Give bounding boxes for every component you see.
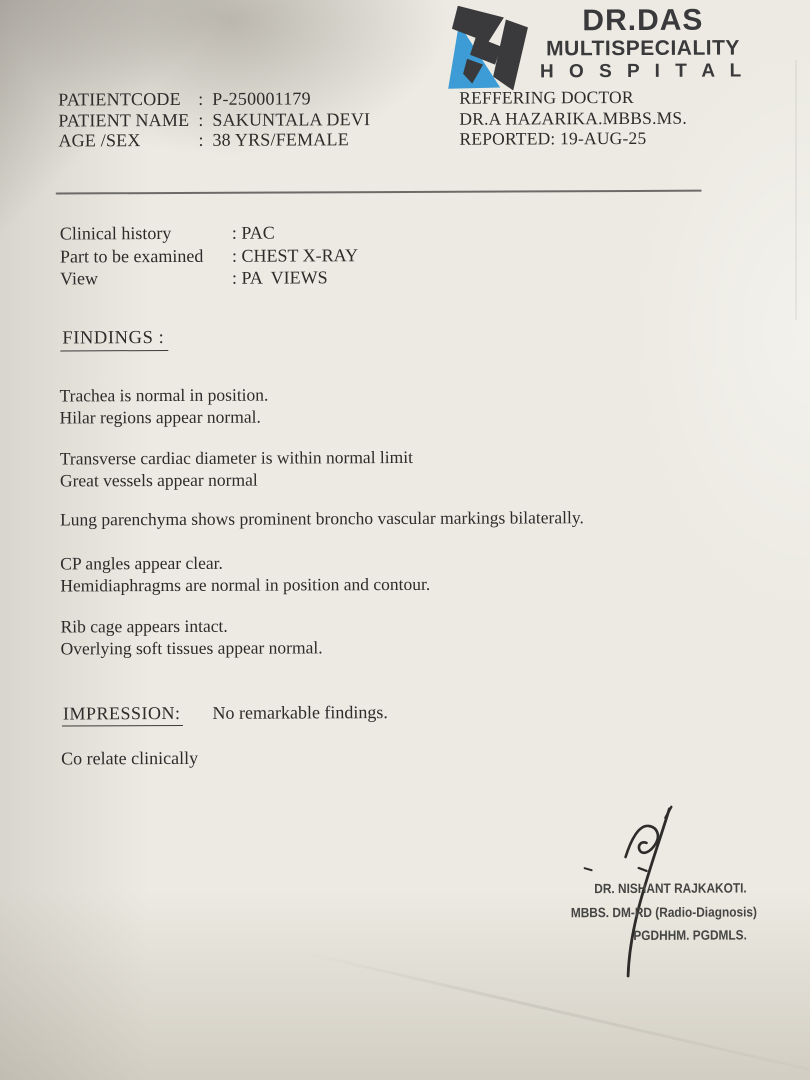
age-sex-label: AGE /SEX <box>58 130 141 151</box>
referring-doctor-label: REFFERING DOCTOR <box>459 86 634 108</box>
patient-info-block <box>58 88 370 151</box>
patient-name-row <box>58 109 370 131</box>
hospital-logo-icon <box>442 1 534 93</box>
finding-line: Hilar regions appear normal. <box>59 406 261 428</box>
colon-separator: : <box>198 109 204 130</box>
doctor-stamp-block <box>570 876 757 947</box>
hospital-subtitle: MULTISPECIALITY <box>546 36 740 61</box>
finding-line: Hemidiaphragms are normal in position and contour. <box>60 574 431 596</box>
findings-paragraph <box>61 614 323 660</box>
reported-date: REPORTED: 19-AUG-25 <box>459 127 647 149</box>
finding-line: Transverse cardiac diameter is within normal limit <box>59 446 414 469</box>
patient-name-value: SAKUNTALA DEVI <box>212 108 371 130</box>
hospital-name-block <box>530 4 756 83</box>
view-label: View <box>59 268 98 289</box>
view-row <box>60 266 358 290</box>
findings-paragraph <box>60 446 413 492</box>
patient-code-row <box>58 88 370 110</box>
part-examined-value: : CHEST X-RAY <box>231 244 359 266</box>
impression-heading: IMPRESSION: <box>62 703 183 727</box>
impression-text: No remarkable findings. <box>212 702 388 723</box>
paper-edge-shadow <box>795 60 797 320</box>
impression-section <box>62 702 388 724</box>
hospital-subtitle-2: H O S P I T A L <box>539 60 747 83</box>
patient-name-label: PATIENT NAME <box>58 109 190 130</box>
findings-heading-text: FINDINGS : <box>60 328 168 351</box>
part-examined-label: Part to be examined <box>59 245 204 267</box>
closing-note: Co relate clinically <box>61 747 199 769</box>
finding-line: Rib cage appears intact. <box>60 615 228 637</box>
colon-separator: : <box>198 88 204 109</box>
referring-doctor-name: DR.A HAZARIKA.MBBS.MS. <box>459 107 687 129</box>
stamp-doctor-name: DR. NISHANT RAJKAKOTI. <box>594 880 747 897</box>
finding-line: Great vessels appear normal <box>59 469 258 491</box>
finding-line: Overlying soft tissues appear normal. <box>60 637 323 659</box>
finding-line: Lung parenchyma shows prominent broncho vascular markings bilaterally. <box>60 507 584 530</box>
clinical-history-row <box>60 221 358 245</box>
clinical-history-value: : PAC <box>231 222 275 243</box>
findings-paragraph <box>59 384 268 430</box>
colon-separator: : <box>198 129 204 150</box>
stamp-qualification-1: MBBS. DM-RD (Radio-Diagnosis) <box>570 903 757 920</box>
signature-dash-stroke <box>585 868 592 870</box>
patient-code-label: PATIENTCODE <box>58 88 181 110</box>
signature-dash-stroke <box>639 868 647 871</box>
part-examined-row <box>60 244 358 268</box>
age-sex-row <box>58 129 370 151</box>
hospital-name: DR.DAS <box>582 3 704 38</box>
age-sex-value: 38 YRS/FEMALE <box>212 129 349 150</box>
exam-info-block <box>60 221 358 290</box>
clinical-history-label: Clinical history <box>59 222 172 244</box>
findings-paragraph <box>60 506 584 531</box>
header-divider-line <box>56 190 702 195</box>
patient-code-value: P-250001179 <box>212 88 311 109</box>
stamp-qualification-2: PGDHHM. PGDMLS. <box>633 927 747 943</box>
signature-loop-stroke <box>625 826 658 857</box>
findings-paragraph <box>60 551 430 597</box>
finding-line: Trachea is normal in position. <box>59 384 269 406</box>
referral-info-block <box>459 87 687 149</box>
finding-line: CP angles appear clear. <box>60 552 223 574</box>
findings-heading <box>60 328 168 349</box>
hospital-logo-svg <box>442 1 534 93</box>
view-value: : PA VIEWS <box>231 267 328 288</box>
